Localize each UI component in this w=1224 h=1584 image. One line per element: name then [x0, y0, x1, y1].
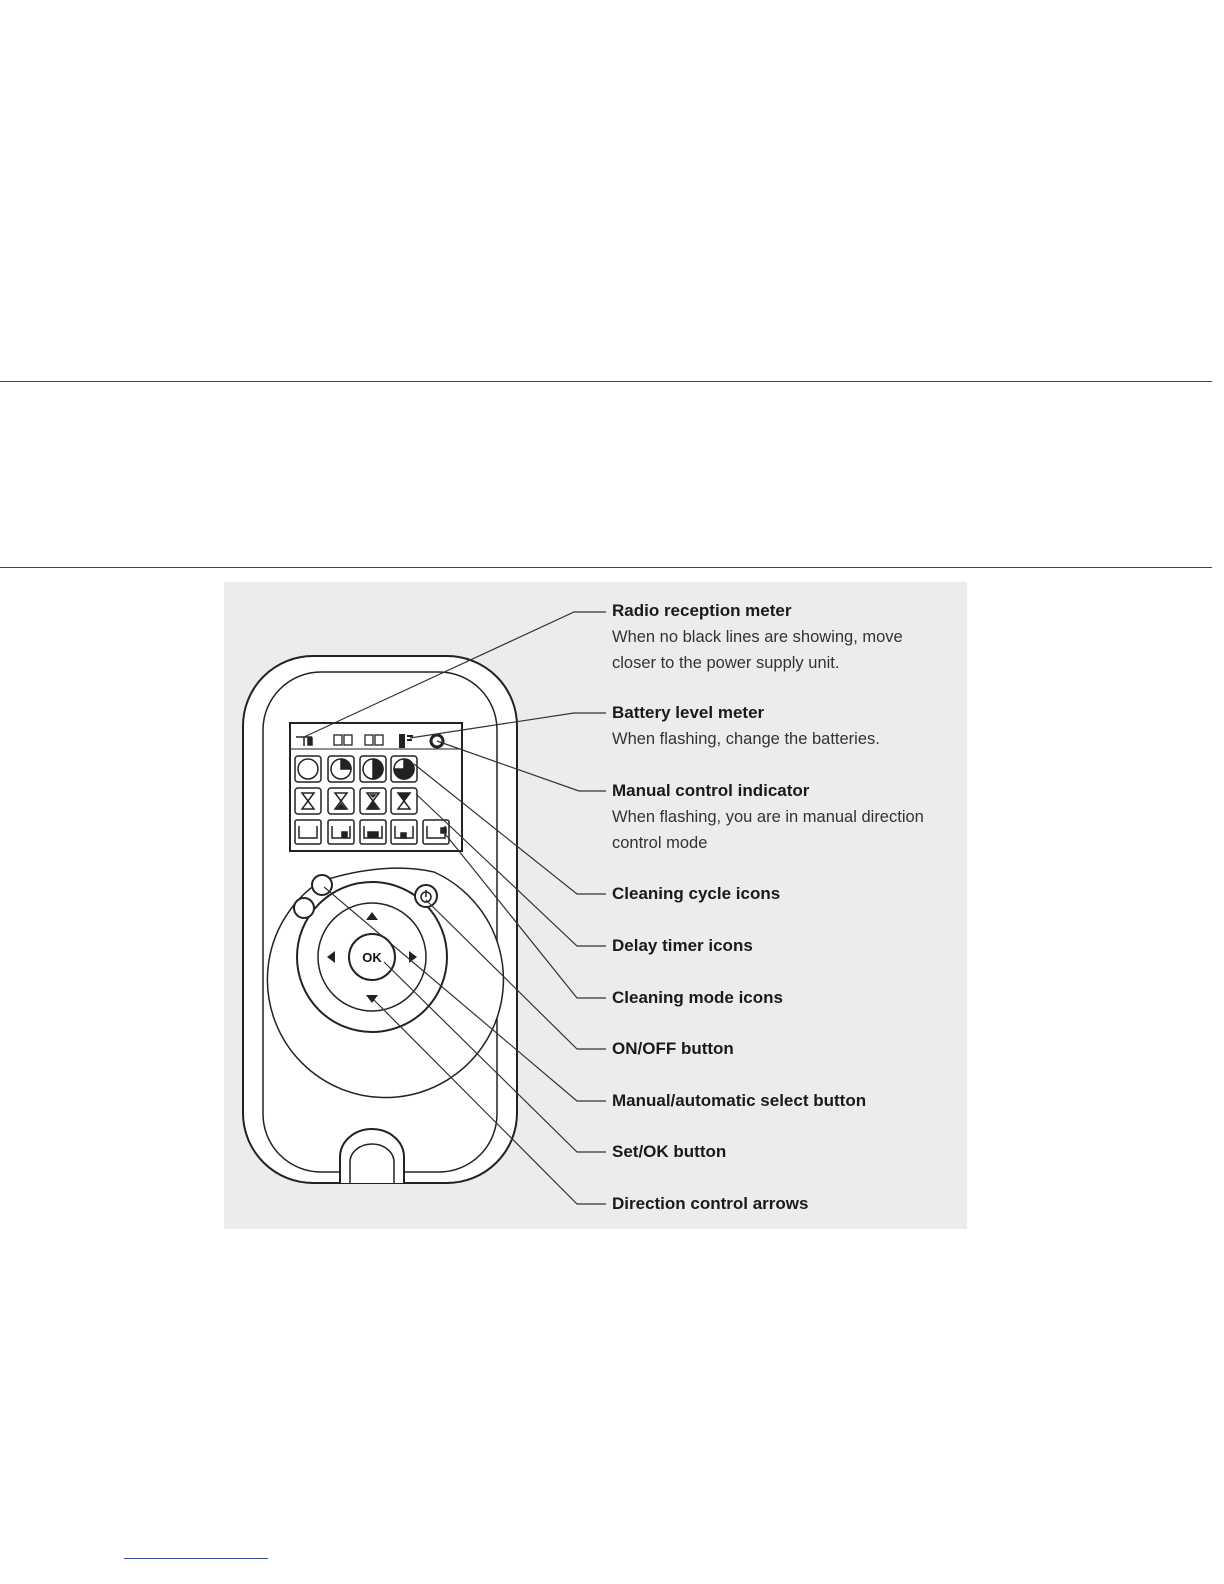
- callout-description: control mode: [612, 834, 708, 852]
- horizontal-rule-bottom: [0, 567, 1212, 568]
- callout-title: Direction control arrows: [612, 1194, 809, 1213]
- remote-control-diagram: [224, 582, 967, 1229]
- callout-description: When flashing, change the batteries.: [612, 730, 880, 748]
- callout-description: When flashing, you are in manual direction: [612, 808, 924, 826]
- callout-title: Manual/automatic select button: [612, 1091, 867, 1110]
- callout-description: When no black lines are showing, move: [612, 628, 903, 646]
- callout-battery-level-meter: [612, 700, 962, 752]
- horizontal-rule-top: [0, 381, 1212, 382]
- callout-manual-automatic-select-button: [612, 1088, 962, 1114]
- callout-manual-control-indicator: [612, 778, 962, 856]
- fan-button: [294, 898, 314, 918]
- callout-title: Delay timer icons: [612, 936, 753, 955]
- callout-title: Manual control indicator: [612, 781, 810, 800]
- callout-cleaning-cycle-icons: [612, 881, 962, 907]
- ok-button-label[interactable]: OK: [362, 950, 382, 965]
- callout-title: Cleaning mode icons: [612, 988, 783, 1007]
- callout-title: ON/OFF button: [612, 1039, 734, 1058]
- callout-set-ok-button: [612, 1139, 962, 1165]
- callout-on-off-button: [612, 1036, 962, 1062]
- callout-title: Cleaning cycle icons: [612, 884, 781, 903]
- callout-title: Set/OK button: [612, 1142, 727, 1161]
- footer-link-underline[interactable]: [124, 1558, 268, 1559]
- callout-cleaning-mode-icons: [612, 985, 962, 1011]
- callout-title: Battery level meter: [612, 703, 765, 722]
- callout-title: Radio reception meter: [612, 601, 792, 620]
- callout-delay-timer-icons: [612, 933, 962, 959]
- callout-description: closer to the power supply unit.: [612, 654, 840, 672]
- callout-direction-control-arrows: [612, 1191, 962, 1217]
- callout-radio-reception-meter: [612, 598, 962, 676]
